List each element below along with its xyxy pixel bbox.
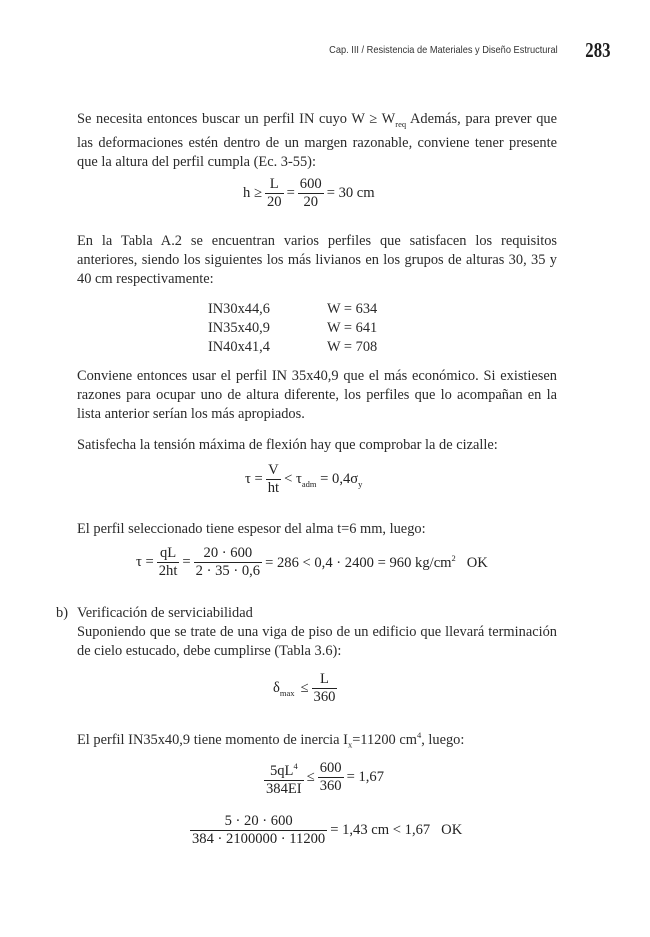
eq1-frac-1 — [265, 176, 284, 211]
eq5-frac-1 — [264, 758, 304, 798]
paragraph-1-text-a: Se necesita entonces buscar un perfil IN cuyo W ≥ W — [77, 111, 396, 127]
eq3-den2: 2 · 35 · 0,6 — [195, 563, 261, 579]
profile-name: IN30x44,6 — [208, 301, 270, 317]
eq3-frac-1 — [157, 545, 180, 580]
page-header — [0, 38, 650, 64]
paragraph-7-text-a: El perfil IN35x40,9 tiene momento de inercia I — [77, 731, 348, 748]
eq1-frac-2 — [298, 176, 324, 211]
eq2-rel: < τ — [284, 470, 302, 487]
eq6-num: 5 · 20 · 600 — [190, 813, 327, 831]
profile-row — [208, 338, 377, 357]
profile-name: IN40x41,4 — [208, 339, 270, 355]
eq5-num1-wrap — [264, 758, 304, 781]
profile-w: W = 708 — [327, 339, 378, 355]
paragraph-4: Satisfecha la tensión máxima de flexión hay que comprobar la de cizalle: — [77, 437, 498, 453]
eq4-num: L — [312, 671, 338, 689]
equation-deflection-check — [190, 813, 465, 848]
eq1-lhs: h ≥ — [243, 185, 262, 201]
eq2-den: ht — [267, 480, 280, 496]
eq3-lhs: τ = — [136, 554, 154, 570]
eq4-lhs: δ — [273, 679, 280, 696]
eq6-den: 384 · 2100000 · 11200 — [192, 831, 326, 847]
eq5-den2: 360 — [319, 778, 342, 795]
eq5-num1: 5qL — [269, 762, 294, 779]
paragraph-7-sup: 4 — [416, 730, 422, 740]
equation-height — [240, 176, 378, 211]
eq2-sub-adm: adm — [301, 478, 317, 489]
eq1-den1: 20 — [266, 194, 282, 210]
eq5-sup: 4 — [293, 761, 298, 771]
eq6-result — [327, 822, 465, 839]
eq5-rel: ≤ — [306, 769, 315, 786]
eq3-ok: OK — [466, 554, 488, 571]
eq5-rhs: = 1,67 — [346, 769, 384, 786]
eq1-num1: L — [265, 176, 284, 194]
equation-deflection-limit — [270, 671, 337, 706]
eq4-sub: max — [279, 687, 295, 698]
profile-row — [208, 300, 377, 319]
profiles-table — [208, 300, 377, 357]
paragraph-6: Suponiendo que se trate de una viga de piso de un edificio que llevará terminación de cielo estucado, debe cumplirse (Tabla 3.6): — [77, 624, 557, 659]
eq4-den: 360 — [313, 689, 336, 705]
eq3-result — [262, 553, 491, 572]
eq2-num: V — [266, 462, 281, 480]
section-b-marker: b) — [56, 605, 68, 621]
paragraph-7 — [77, 726, 557, 755]
page-number: 283 — [584, 38, 610, 62]
paragraph-7-text-b: =11200 cm — [352, 731, 417, 748]
paragraph-5: El perfil seleccionado tiene espesor del alma t=6 mm, luego: — [77, 521, 426, 537]
eq3-num1: qL — [157, 545, 180, 563]
eq1-den2: 20 — [303, 194, 319, 210]
eq3-sup: 2 — [451, 553, 456, 564]
equation-shear — [242, 462, 365, 497]
paragraph-7-sub: x — [347, 739, 353, 750]
section-b-title: Verificación de serviciabilidad — [77, 605, 253, 621]
profile-w: W = 634 — [327, 301, 378, 317]
paragraph-1-sub: req — [395, 118, 407, 129]
eq5-num2: 600 — [319, 760, 342, 777]
paragraph-2: En la Tabla A.2 se encuentran varios perfiles que satisfacen los requisitos anteriores, siendo los siguientes los más livianos en los grupos de alturas 30, 35 y 40 cm respectivamente: — [77, 233, 557, 287]
eq1-num2: 600 — [299, 176, 322, 192]
equation-deflection-ratio — [264, 758, 387, 798]
eq2-frac — [266, 462, 281, 497]
eq3-num2: 20 · 600 — [194, 545, 262, 563]
eq1-equals: = — [286, 185, 295, 201]
eq2-rhs: = 0,4σ — [320, 470, 359, 487]
eq2-sub-y: y — [358, 478, 363, 489]
paragraph-1-text-b: Además, para prever que las deformaciones estén dentro de un margen razonable, conviene tener presente que la altura del perfil cumpla (Ec. 3-55): — [77, 111, 558, 170]
eq4-lhs-wrap — [270, 680, 298, 698]
paragraph-7-text-c: , luego: — [421, 731, 465, 748]
eq3-rhs: = 286 < 0,4 · 2400 = 960 kg/cm — [265, 554, 452, 571]
chapter-title: Cap. III / Resistencia de Materiales y Diseño Estructural — [329, 44, 558, 56]
eq3-frac-2 — [194, 545, 262, 580]
eq2-lhs: τ = — [245, 471, 263, 487]
paragraph-1 — [77, 110, 557, 172]
eq5-frac-2 — [318, 760, 344, 795]
eq2-relation — [281, 471, 365, 489]
profile-row — [208, 319, 377, 338]
eq5-den1: 384EI — [266, 780, 302, 797]
eq4-rel: ≤ — [300, 680, 309, 696]
eq1-rhs: = 30 cm — [326, 185, 375, 201]
eq6-rhs: = 1,43 cm < 1,67 — [330, 822, 431, 838]
profile-w: W = 641 — [327, 320, 378, 336]
eq6-ok: OK — [441, 822, 463, 838]
equation-shear-check — [133, 545, 491, 580]
eq3-den1: 2ht — [158, 563, 178, 579]
paragraph-3: Conviene entonces usar el perfil IN 35x40,9 que el más económico. Si existiesen razones para ocupar uno de altura diferente, los perfiles que lo acompañan en la lista anterior serían los más apropiados. — [77, 368, 557, 422]
eq6-frac — [190, 813, 327, 848]
eq3-equals: = — [182, 554, 191, 570]
eq4-frac — [312, 671, 338, 706]
profile-name: IN35x40,9 — [208, 320, 270, 336]
